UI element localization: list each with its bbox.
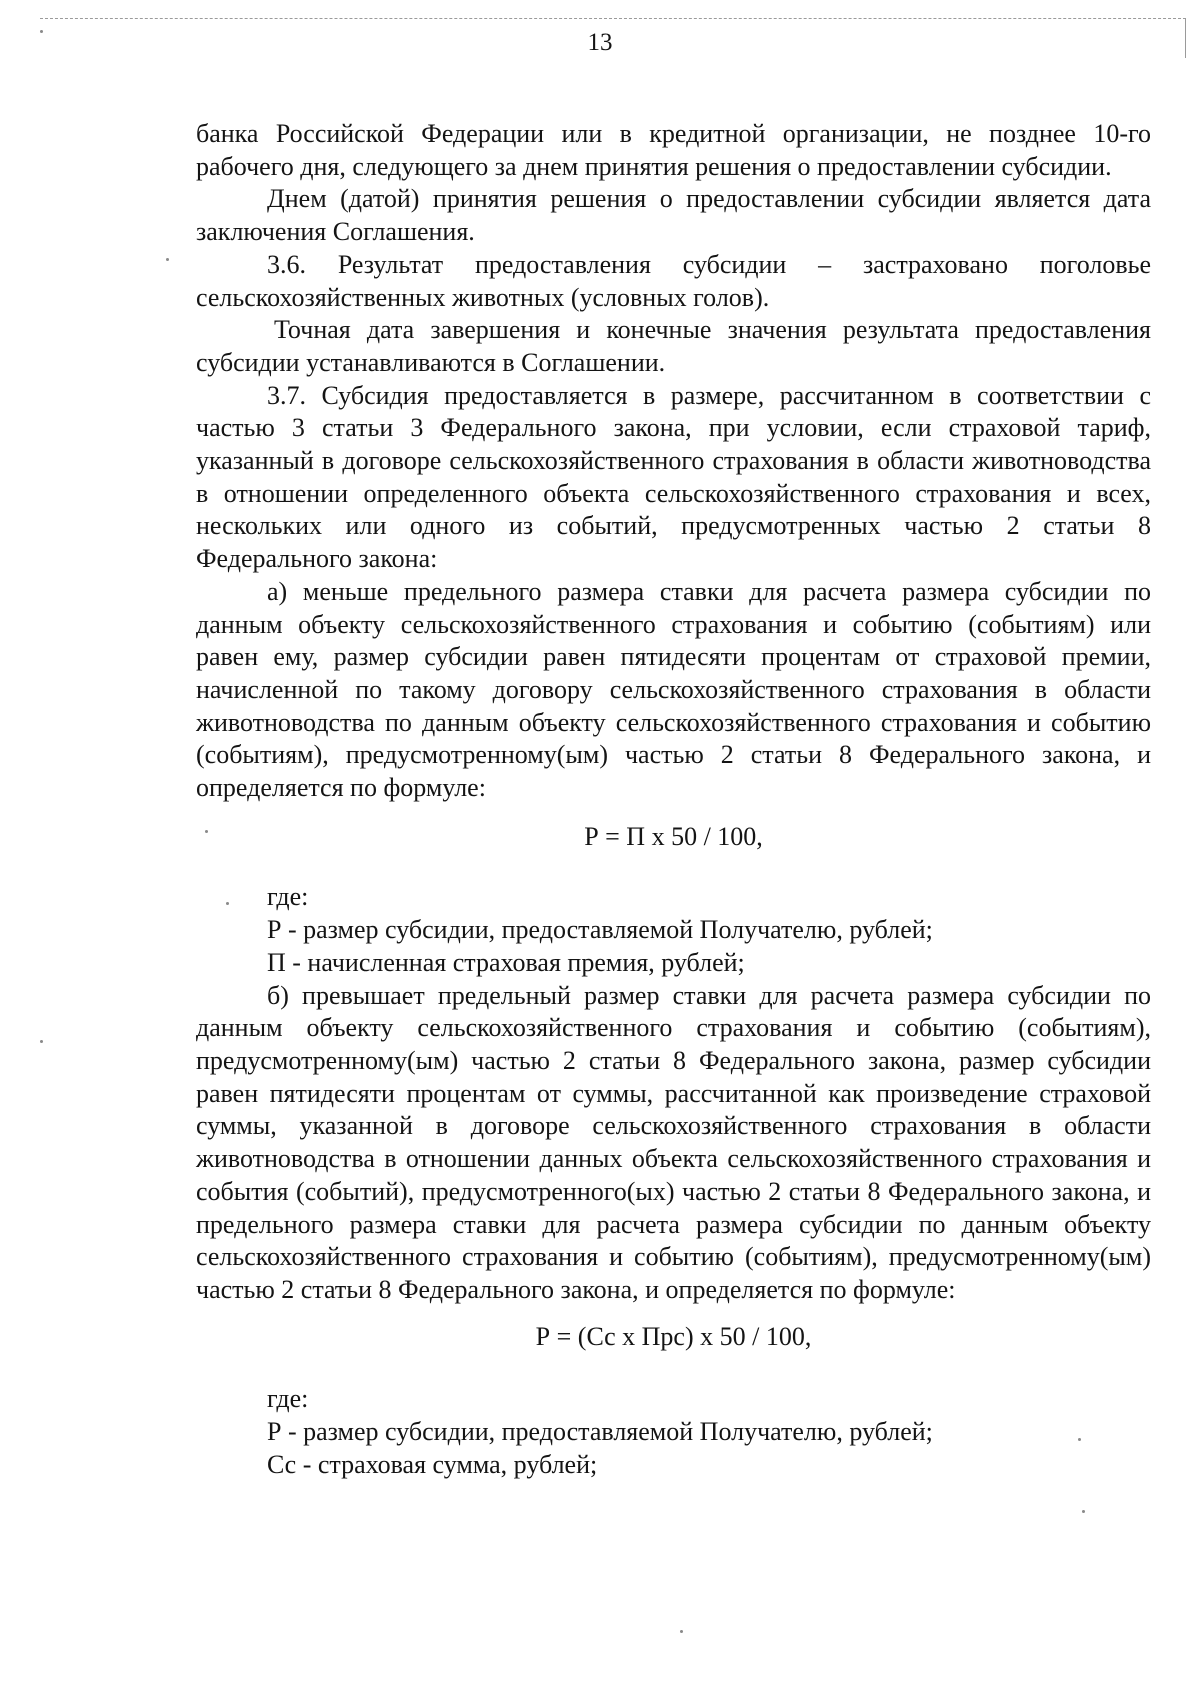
- scan-speck: [40, 30, 43, 33]
- paragraph-3-7: 3.7. Субсидия предоставляется в размере, рассчитанном в соответствии с частью 3 статьи 3 Федерального закона, при условии, если страховой тариф, указанный в договоре сельскохозяйственного страхования в области животноводства в отношении определенного объекта сельскохозяйственного страхования и всех, нескольких или одного из событий, предусмотренных частью 2 статьи 8 Федерального закона:: [196, 380, 1151, 574]
- scan-speck: [226, 902, 229, 905]
- legend-p: П - начисленная страховая премия, рублей;: [267, 947, 745, 977]
- legend-where-2: где:: [267, 1384, 309, 1414]
- formula-2: Р = (Сс х Прс) х 50 / 100,: [535, 1321, 812, 1351]
- scan-edge-line: [40, 18, 1186, 19]
- scan-speck: [40, 1040, 43, 1043]
- legend-r-1: Р - размер субсидии, предоставляемой Получателю, рублей;: [267, 915, 933, 945]
- paragraph-b: б) превышает предельный размер ставки для расчета размера субсидии по данным объекту сельскохозяйственного страхования и событию (событиям), предусмотренному(ым) частью 2 статьи 8 Федерального закона, размер субсидии равен пятидесяти процентам от суммы, рассчитанной как произведение страховой суммы, указанной в договоре сельскохозяйственного страхования в области животноводства в отношении данных объекта сельскохозяйственного страхования и события (событий), предусмотренного(ых) частью 2 статьи 8 Федерального закона, и предельного размера ставки для расчета размера субсидии по данным объекту сельскохозяйственного страхования и событию (событиям), предусмотренному(ым) частью 2 статьи 8 Федерального закона, и определяется по формуле:: [196, 980, 1151, 1304]
- legend-where-1: где:: [267, 882, 309, 912]
- scan-speck: [680, 1630, 683, 1633]
- scan-speck: [1078, 1438, 1081, 1441]
- scan-speck: [1082, 1510, 1085, 1513]
- paragraph-a: а) меньше предельного размера ставки для расчета размера субсидии по данным объекту сельскохозяйственного страхования и событию (событиям) или равен ему, размер субсидии равен пятидесяти процентам от страховой премии, начисленной по такому договору сельскохозяйственного страхования в области животноводства по данным объекту сельскохозяйственного страхования и событию (событиям), предусмотренному(ым) частью 2 статьи 8 Федерального закона, и определяется по формуле:: [196, 576, 1151, 803]
- legend-r-2: Р - размер субсидии, предоставляемой Получателю, рублей;: [267, 1417, 933, 1447]
- scan-speck: [205, 830, 208, 833]
- scan-speck: [166, 258, 169, 261]
- legend-cc: Сс - страховая сумма, рублей;: [267, 1449, 598, 1479]
- paragraph-bank-transfer: банка Российской Федерации или в кредитной организации, не позднее 10-го рабочего дня, следующего за днем принятия решения о предоставлении субсидии.: [196, 119, 1151, 181]
- paragraph-decision-date: Днем (датой) принятия решения о предоставлении субсидии является дата заключения Соглашения.: [196, 184, 1151, 247]
- page-number: 13: [587, 29, 613, 56]
- paragraph-3-6: 3.6. Результат предоставления субсидии – застраховано поголовье сельскохозяйственных животных (условных голов).: [196, 249, 1151, 312]
- paragraph-result-date: Точная дата завершения и конечные значения результата предоставления субсидии устанавливаются в Соглашении.: [196, 315, 1151, 377]
- document-body: [196, 118, 1151, 1481]
- formula-1: Р = П х 50 / 100,: [584, 821, 763, 851]
